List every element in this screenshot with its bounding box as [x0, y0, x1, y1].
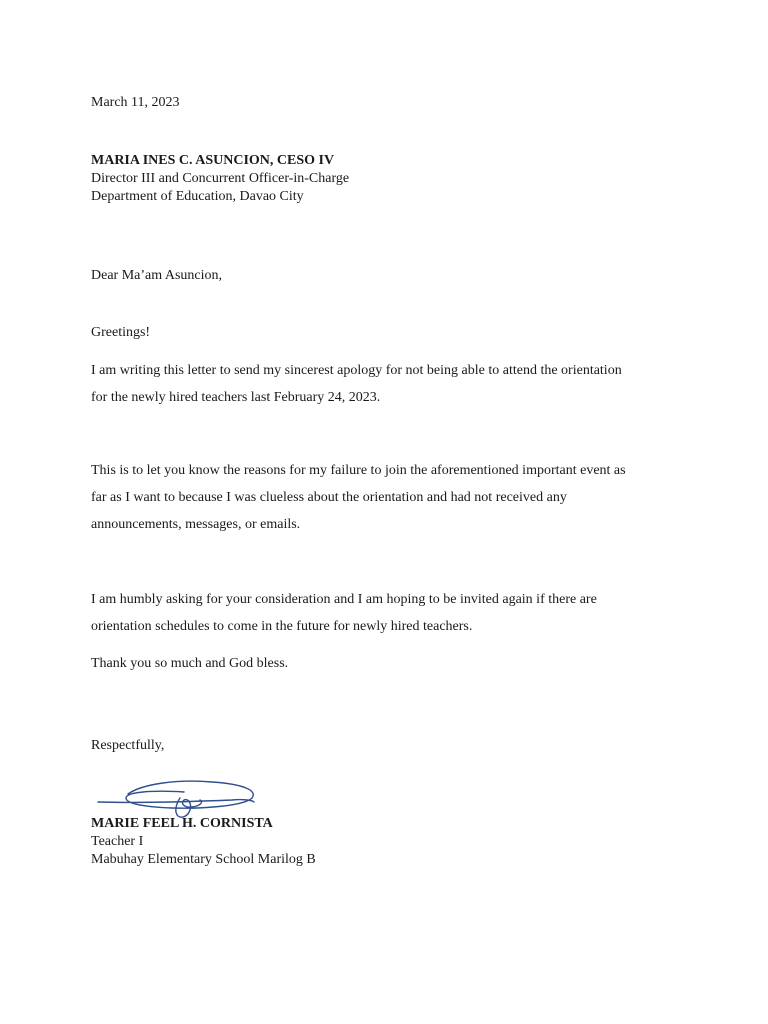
paragraph-line: Thank you so much and God bless.	[91, 656, 289, 671]
salutation-text: Dear Ma’am Asuncion,	[91, 268, 223, 283]
paragraph-line: announcements, messages, or emails.	[91, 517, 301, 532]
salutation	[91, 267, 222, 285]
signature-underline-stroke	[98, 800, 254, 803]
recipient-name: MARIA INES C. ASUNCION, CESO IV	[91, 153, 335, 168]
signer-school: Mabuhay Elementary School Marilog B	[91, 852, 316, 867]
signer-block	[91, 815, 316, 869]
paragraph-line: far as I want to because I was clueless about the orientation and had not received any	[91, 490, 567, 505]
paragraph-line: for the newly hired teachers last February 24, 2023.	[91, 390, 381, 405]
recipient-office: Department of Education, Davao City	[91, 189, 304, 204]
recipient-title: Director III and Concurrent Officer-in-Charge	[91, 171, 350, 186]
paragraph-line: This is to let you know the reasons for my failure to join the aforementioned important event as	[91, 463, 626, 478]
signer-name: MARIE FEEL H. CORNISTA	[91, 816, 273, 831]
date-text: March 11, 2023	[91, 95, 180, 110]
body-paragraph-4	[91, 650, 681, 677]
greeting-text: Greetings!	[91, 325, 151, 340]
paragraph-line: I am writing this letter to send my sincerest apology for not being able to attend the orientation	[91, 363, 622, 378]
recipient-block	[91, 152, 349, 206]
letter-date	[91, 94, 180, 112]
body-paragraph-1	[91, 357, 681, 411]
body-paragraph-3	[91, 586, 681, 640]
handwritten-signature	[92, 776, 264, 820]
closing-text: Respectfully,	[91, 738, 165, 753]
closing	[91, 737, 164, 755]
body-paragraph-2	[91, 457, 681, 538]
greeting	[91, 324, 150, 342]
signer-position: Teacher I	[91, 834, 144, 849]
paragraph-line: I am humbly asking for your consideration and I am hoping to be invited again if there are	[91, 592, 597, 607]
paragraph-line: orientation schedules to come in the future for newly hired teachers.	[91, 619, 473, 634]
